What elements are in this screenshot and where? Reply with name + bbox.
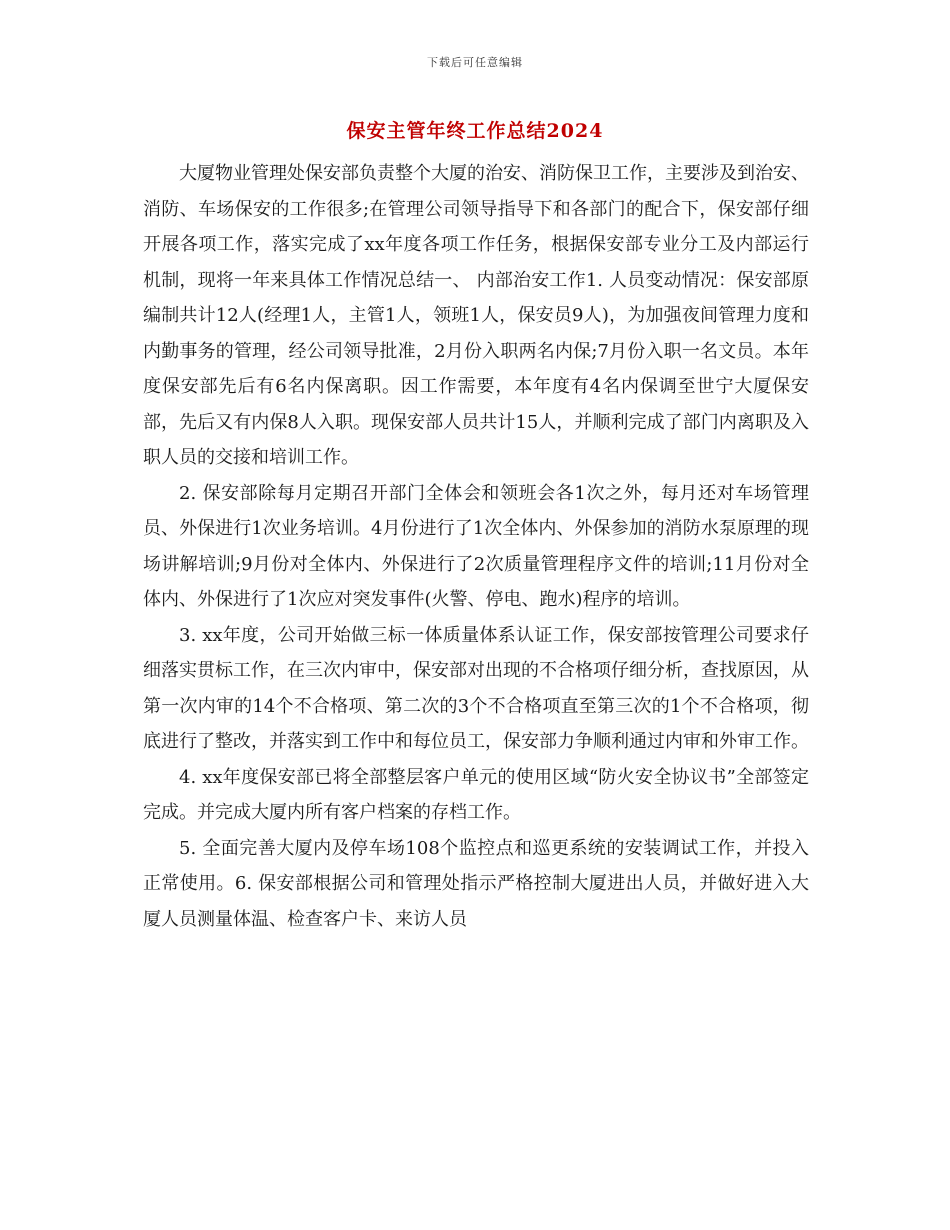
paragraph-4: 4. xx年度保安部已将全部整层客户单元的使用区域“防火安全协议书”全部签定完成。并完成大厦内所有客户档案的存档工作。 — [143, 766, 809, 823]
document-body — [143, 156, 809, 937]
document-title: 保安主管年终工作总结2024 — [346, 120, 604, 142]
paragraph-1: 大厦物业管理处保安部负责整个大厦的治安、消防保卫工作，主要涉及到治安、消防、车场保安的工作很多;在管理公司领导指导下和各部门的配合下，保安部仔细开展各项工作，落实完成了xx年度各项工作任务，根据保安部专业分工及内部运行机制，现将一年来具体工作情况总结一、 内部治安工作1. 人员变动情况：保安部原编制共计12人(经理1人，主管1人，领班1人，保安员9人)，为加强夜间管理力度和内勤事务的管理，经公司领导批准，2月份入职两名内保;7月份入职一名文员。本年度保安部先后有6名内保离职。因工作需要，本年度有4名内保调至世宁大厦保安部，先后又有内保8人入职。现保安部人员共计15人，并顺利完成了部门内离职及入职人员的交接和培训工作。 — [143, 163, 809, 468]
paragraph-2: 2. 保安部除每月定期召开部门全体会和领班会各1次之外，每月还对车场管理员、外保进行1次业务培训。4月份进行了1次全体内、外保参加的消防水泵原理的现场讲解培训;9月份对全体内、外保进行了2次质量管理程序文件的培训;11月份对全体内、外保进行了1次应对突发事件(火警、停电、跑水)程序的培训。 — [143, 482, 809, 610]
paragraph-3: 3. xx年度，公司开始做三标一体质量体系认证工作，保安部按管理公司要求仔细落实贯标工作，在三次内审中，保安部对出现的不合格项仔细分析，查找原因，从第一次内审的14个不合格项、第二次的3个不合格项直至第三次的1个不合格项，彻底进行了整改，并落实到工作中和每位员工，保安部力争顺利通过内审和外审工作。 — [143, 624, 809, 752]
paragraph-5: 5. 全面完善大厦内及停车场108个监控点和巡更系统的安装调试工作，并投入正常使用。6. 保安部根据公司和管理处指示严格控制大厦进出人员，并做好进入大厦人员测量体温、检查客户卡、来访人员 — [143, 837, 809, 930]
header-note: 下载后可任意编辑 — [427, 56, 523, 69]
